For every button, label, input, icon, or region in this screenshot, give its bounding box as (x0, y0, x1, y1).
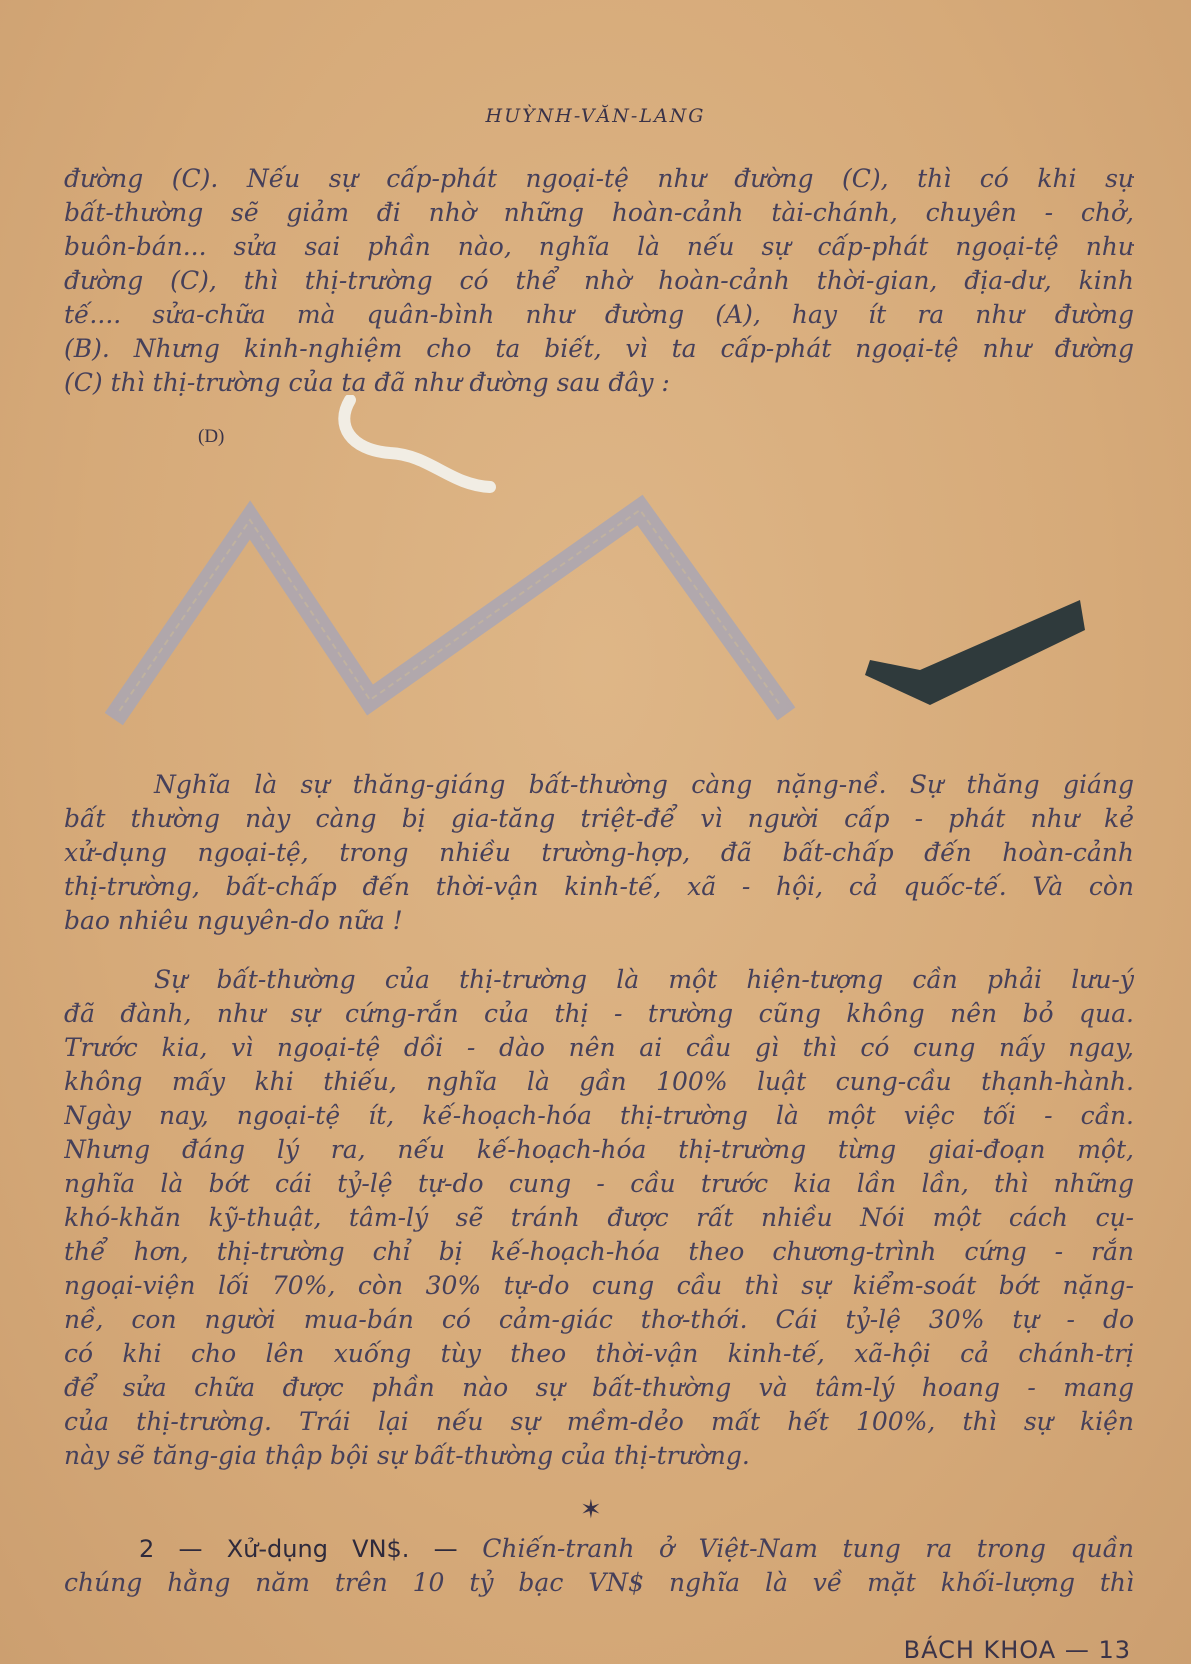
market-fluctuation-diagram (100, 470, 1140, 750)
text-line: nghĩa là bớt cái tỷ-lệ tự-do cung - cầu trước kia lần lần, thì những (64, 1169, 1134, 1198)
curve-outline (120, 510, 780, 710)
paragraph-3 (64, 963, 1134, 1473)
text-line: Ngày nay, ngoại-tệ ít, kế-hoạch-hóa thị-trường là một việc tối - cần. (64, 1101, 1134, 1130)
text-line: buôn-bán... sửa sai phần nào, nghĩa là nếu sự cấp-phát ngoại-tệ như (64, 232, 1134, 261)
text-line: nề, con người mua-bán có cảm-giác thơ-thới. Cái tỷ-lệ 30% tự - do (64, 1305, 1134, 1334)
text-line: tế.... sửa-chữa mà quân-bình như đường (A), hay ít ra như đường (64, 300, 1134, 329)
paragraph-2 (64, 768, 1134, 938)
paragraph-1 (64, 162, 1134, 400)
text-line: Nghĩa là sự thăng-giáng bất-thường càng nặng-nề. Sự thăng giáng (154, 770, 1134, 799)
text-line: ngoại-viện lối 70%, còn 30% tự-do cung cầu thì sự kiểm-soát bớt nặng- (64, 1271, 1134, 1300)
text-line (64, 1532, 1134, 1566)
section-separator-star: ✶ (580, 1495, 602, 1525)
text-line: không mấy khi thiếu, nghĩa là gần 100% luật cung-cầu thạnh-hành. (64, 1067, 1134, 1096)
page-footer: BÁCH KHOA — 13 (903, 1636, 1131, 1664)
text-line: Sự bất-thường của thị-trường là một hiện-tượng cần phải lưu-ý (154, 965, 1134, 994)
text-line: có khi cho lên xuống tùy theo thời-vận kinh-tế, xã-hội cả chánh-trị (64, 1339, 1134, 1368)
running-header: HUỲNH-VĂN-LANG (485, 105, 706, 127)
text-line: bất thường này càng bị gia-tăng triệt-để vì người cấp - phát như kẻ (64, 804, 1134, 833)
text-line: đã đành, như sự cứng-rắn của thị - trường cũng không nên bỏ qua. (64, 999, 1134, 1028)
section-2-heading: 2 — Xử-dụng VN$. — (139, 1535, 458, 1563)
section-2-text: Chiến-tranh ở Việt-Nam tung ra trong quần (457, 1534, 1134, 1563)
text-line: bao nhiêu nguyên-do nữa ! (64, 906, 403, 935)
text-line: thị-trường, bất-chấp đến thời-vận kinh-tế, xã - hội, cả quốc-tế. Và còn (64, 872, 1134, 901)
text-line: khó-khăn kỹ-thuật, tâm-lý sẽ tránh được rất nhiều Nói một cách cụ- (64, 1203, 1134, 1232)
text-line: chúng hằng năm trên 10 tỷ bạc VN$ nghĩa là về mặt khối-lượng thì (64, 1568, 1134, 1597)
text-line: đường (C). Nếu sự cấp-phát ngoại-tệ như đường (C), thì có khi sự (64, 164, 1134, 193)
text-line: này sẽ tăng-gia thập bội sự bất-thường của thị-trường. (64, 1441, 750, 1470)
text-line: đường (C), thì thị-trường có thể nhờ hoàn-cảnh thời-gian, địa-dư, kinh (64, 266, 1134, 295)
text-line: bất-thường sẽ giảm đi nhờ những hoàn-cảnh tài-chánh, chuyên - chở, (64, 198, 1134, 227)
dark-ink-mark (865, 600, 1085, 705)
curve-segment (120, 510, 780, 710)
figure-label: (D) (198, 426, 225, 447)
section-2-paragraph (64, 1532, 1134, 1600)
text-line: thể hơn, thị-trường chỉ bị kế-hoạch-hóa theo chương-trình cứng - rắn (64, 1237, 1134, 1266)
text-line: của thị-trường. Trái lại nếu sự mềm-dẻo mất hết 100%, thì sự kiện (64, 1407, 1134, 1436)
text-line: Trước kia, vì ngoại-tệ dồi - dào nên ai cầu gì thì có cung nấy ngay, (64, 1033, 1134, 1062)
text-line: để sửa chữa được phần nào sự bất-thường và tâm-lý hoang - mang (64, 1373, 1134, 1402)
text-line: (B). Nhưng kinh-nghiệm cho ta biết, vì ta cấp-phát ngoại-tệ như đường (64, 334, 1134, 363)
text-line: Nhưng đáng lý ra, nếu kế-hoạch-hóa thị-trường từng giai-đoạn một, (64, 1135, 1134, 1164)
text-line: (C) thì thị-trường của ta đã như đường sau đây : (64, 368, 670, 397)
text-line: xử-dụng ngoại-tệ, trong nhiều trường-hợp, đã bất-chấp đến hoàn-cảnh (64, 838, 1134, 867)
